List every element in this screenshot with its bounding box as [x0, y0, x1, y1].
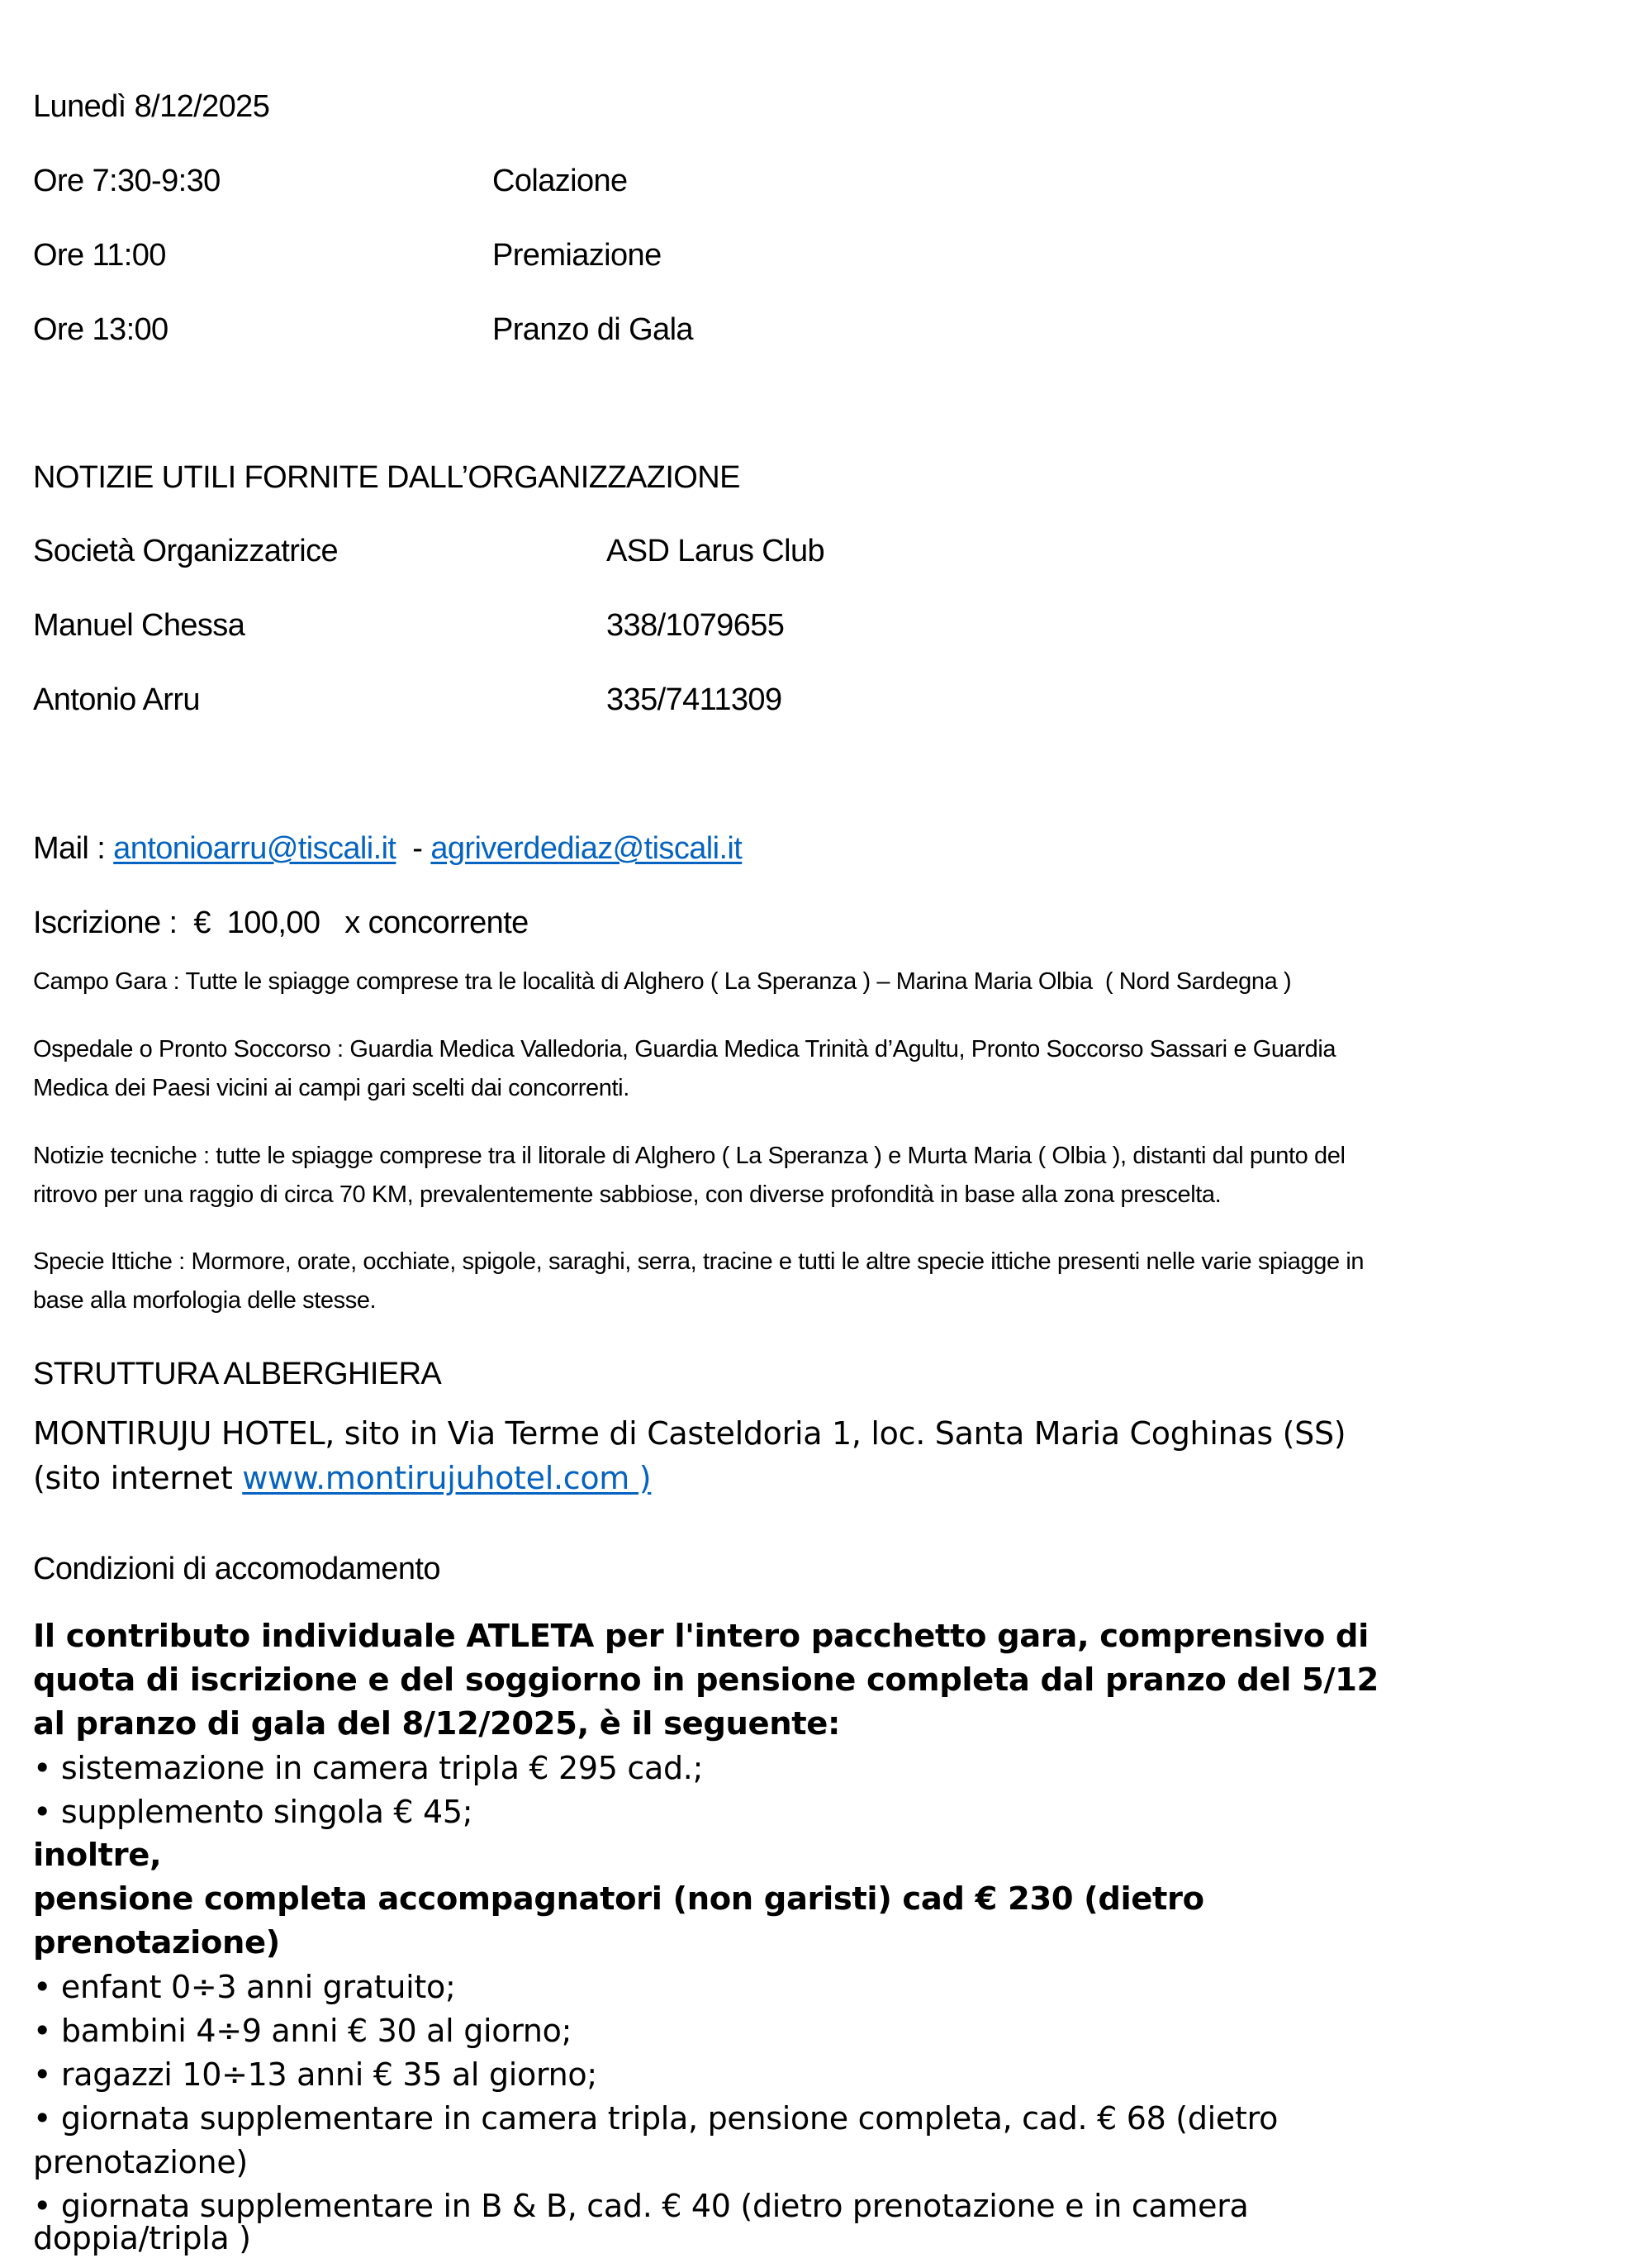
price-item-continued: doppia/tripla ): [33, 2220, 251, 2256]
info-value: ASD Larus Club: [606, 534, 825, 568]
specie-line: base alla morfologia delle stesse.: [33, 1287, 377, 1314]
contact-phone: 338/1079655: [606, 608, 785, 643]
schedule-time: Ore 11:00: [33, 238, 166, 273]
bold-intro-line: Il contributo individuale ATLETA per l'intero pacchetto gara, comprensivo di: [33, 1618, 1369, 1655]
contact-name: Antonio Arru: [33, 682, 200, 717]
campo-gara: Campo Gara : Tutte le spiagge comprese tra le località di Alghero ( La Speranza ) – Marina Maria Olbia ( Nord Sardegna ): [33, 968, 1292, 995]
mail-separator: -: [412, 831, 423, 866]
bold-intro-line: quota di iscrizione e del soggiorno in pensione completa dal pranzo del 5/12: [33, 1661, 1379, 1699]
price-item: • sistemazione in camera tripla € 295 cad.;: [33, 1750, 704, 1786]
day-heading: Lunedì 8/12/2025: [33, 89, 270, 124]
mail-line: [33, 833, 742, 864]
price-item: • ragazzi 10÷13 anni € 35 al giorno;: [33, 2056, 597, 2093]
bold-note-line: pensione completa accompagnatori (non garisti) cad € 230 (dietro: [33, 1880, 1204, 1918]
schedule-event: Pranzo di Gala: [492, 312, 693, 347]
price-item: • giornata supplementare in B & B, cad. € 40 (dietro prenotazione e in camera: [33, 2188, 1249, 2224]
hotel-heading: STRUTTURA ALBERGHIERA: [33, 1357, 442, 1391]
price-item: • supplemento singola € 45;: [33, 1794, 473, 1830]
contact-name: Manuel Chessa: [33, 608, 245, 643]
website-prefix: (sito internet: [33, 1460, 243, 1496]
price-item: • enfant 0÷3 anni gratuito;: [33, 1969, 456, 2005]
tecniche-line: Notizie tecniche : tutte le spiagge comprese tra il litorale di Alghero ( La Speranza ) e Murta Maria ( Olbia ), distanti dal punto del: [33, 1143, 1346, 1169]
bold-note-line: prenotazione): [33, 1924, 280, 1961]
email-link-1[interactable]: antonioarru@tiscali.it: [113, 831, 396, 866]
schedule-event: Colazione: [492, 164, 628, 198]
price-item: • giornata supplementare in camera tripla, pensione completa, cad. € 68 (dietro: [33, 2100, 1279, 2137]
ospedale-line: Medica dei Paesi vicini ai campi gari scelti dai concorrenti.: [33, 1075, 629, 1101]
info-label: Società Organizzatrice: [33, 534, 339, 568]
bold-note-line: inoltre,: [33, 1837, 162, 1874]
tecniche-line: ritrovo per una raggio di circa 70 KM, prevalentemente sabbiose, con diverse profondità in base alla zona prescelta.: [33, 1181, 1222, 1208]
ospedale-line: Ospedale o Pronto Soccorso : Guardia Medica Valledoria, Guardia Medica Trinità d’Agultu, Pronto Soccorso Sassari e Guardia: [33, 1036, 1336, 1062]
hotel-address: MONTIRUJU HOTEL, sito in Via Terme di Casteldoria 1, loc. Santa Maria Coghinas (SS): [33, 1415, 1346, 1452]
schedule-event: Premiazione: [492, 238, 662, 273]
schedule-time: Ore 7:30-9:30: [33, 164, 221, 198]
schedule-time: Ore 13:00: [33, 312, 169, 347]
conditions-heading: Condizioni di accomodamento: [33, 1552, 440, 1586]
bold-intro-line: al pranzo di gala del 8/12/2025, è il seguente:: [33, 1705, 840, 1742]
fee-line: Iscrizione : € 100,00 x concorrente: [33, 906, 529, 940]
hotel-website-line: [33, 1462, 651, 1494]
price-item-continued: prenotazione): [33, 2144, 248, 2180]
mail-label: Mail :: [33, 831, 106, 866]
email-link-2[interactable]: agriverdediaz@tiscali.it: [430, 831, 743, 866]
website-link[interactable]: www.montirujuhotel.com ): [242, 1460, 652, 1496]
specie-line: Specie Ittiche : Mormore, orate, occhiate, spigole, saraghi, serra, tracine e tutti le altre specie ittiche presenti nelle varie spiagge in: [33, 1248, 1365, 1275]
info-heading: NOTIZIE UTILI FORNITE DALL’ORGANIZZAZIONE: [33, 460, 740, 495]
contact-phone: 335/7411309: [606, 682, 782, 717]
price-item: • bambini 4÷9 anni € 30 al giorno;: [33, 2013, 572, 2049]
